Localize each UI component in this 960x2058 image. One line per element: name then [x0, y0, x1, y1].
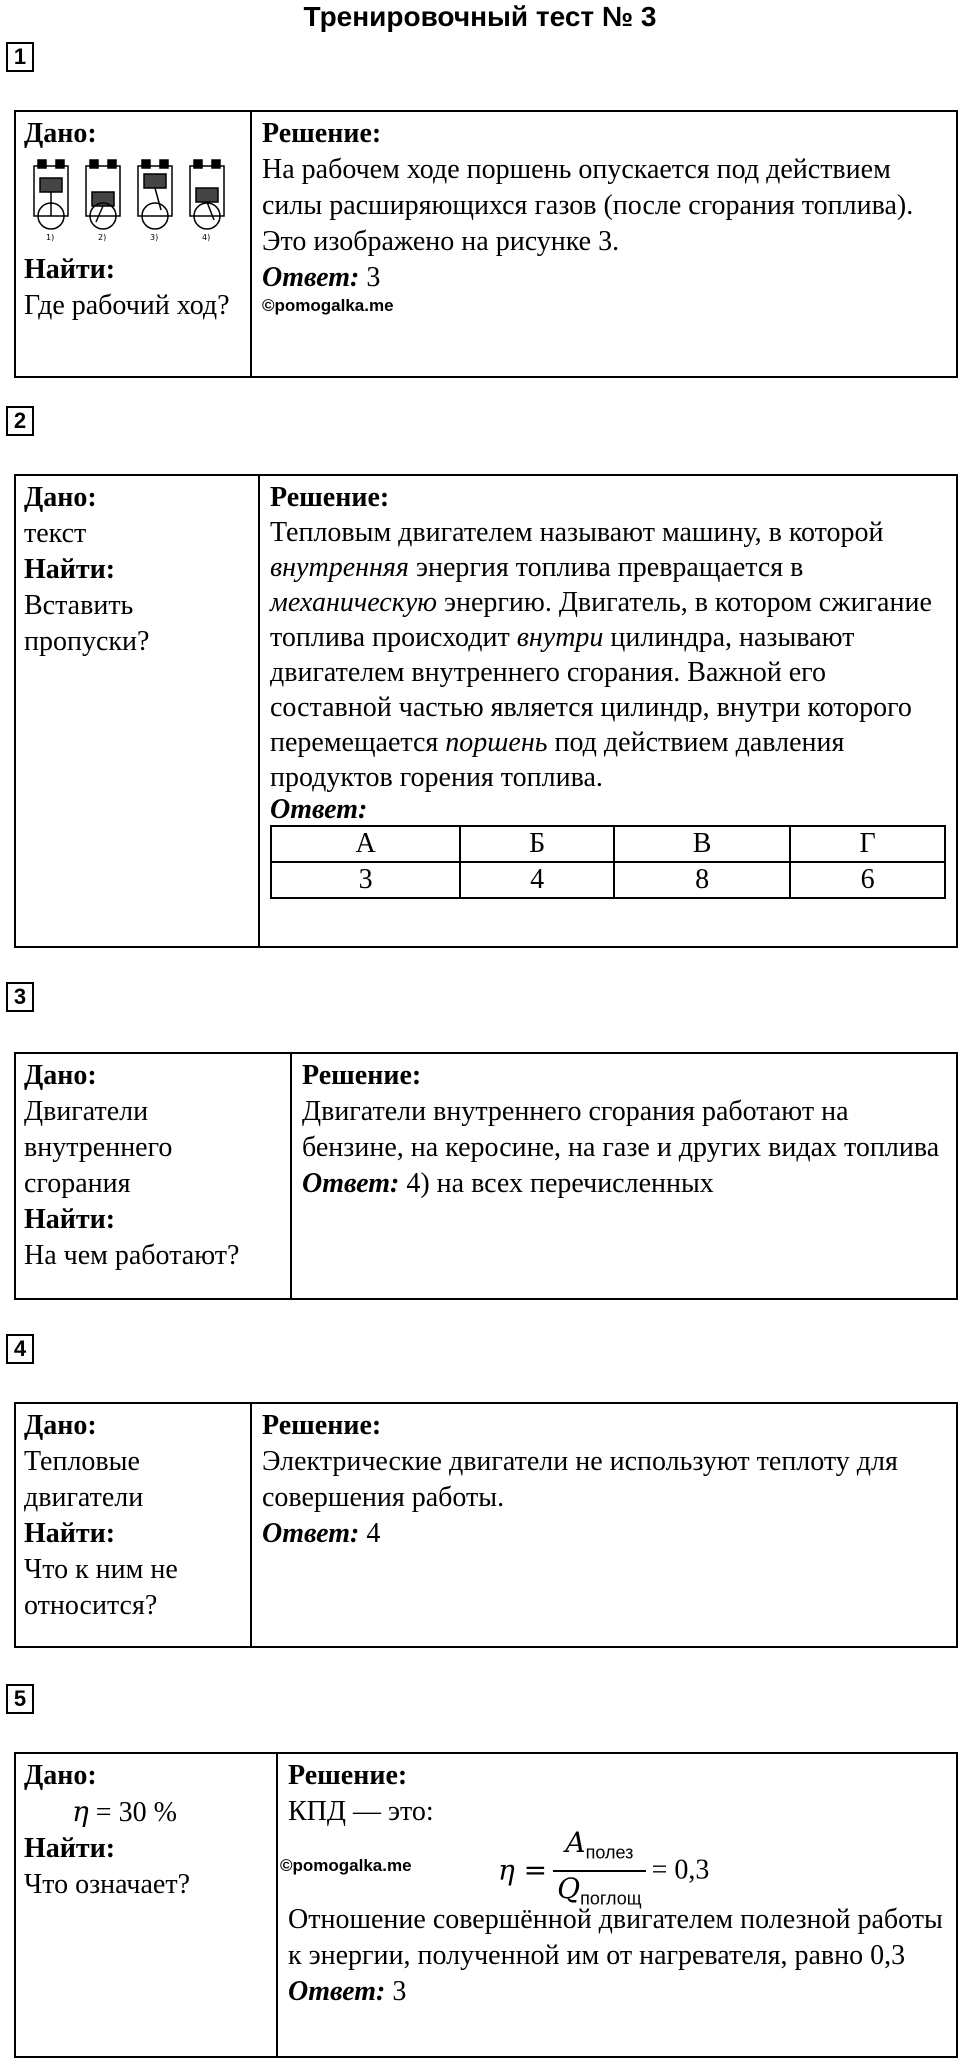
efficiency-formula: η = $\frac{A_{полез}}{Q_{поглощ}}$ = 0,3 [498, 1826, 710, 1909]
given-text: Двигатели внутреннего сгорания [24, 1096, 173, 1199]
page-title: Тренировочный тест № 3 [303, 1, 657, 32]
answer-value: 3 [366, 262, 381, 293]
solution-column [252, 1404, 956, 1646]
find-label: Найти: [24, 554, 116, 585]
formula-row [280, 1826, 946, 1909]
task-3-box [14, 1052, 958, 1300]
watermark: ©pomogalka.me [262, 296, 394, 315]
task-number-badge: 3 [6, 982, 34, 1012]
given-formula: η = 30 % [72, 1795, 177, 1828]
solution-column [252, 112, 956, 376]
solution-label: Решение: [270, 482, 390, 513]
figure-caption: 4) [202, 233, 211, 242]
answer-label: Ответ: [262, 1518, 360, 1549]
solution-label: Решение: [262, 1410, 382, 1441]
given-column [16, 476, 260, 946]
given-label: Дано: [24, 1060, 97, 1091]
given-text: текст [24, 518, 87, 549]
table-cell: 4 [460, 862, 614, 898]
table-header-cell: В [614, 826, 790, 862]
table-cell: 8 [614, 862, 790, 898]
figure-caption: 3) [150, 233, 159, 242]
find-label: Найти: [24, 1518, 116, 1549]
task-1-box [14, 110, 958, 378]
table-header-cell: Б [460, 826, 614, 862]
find-label: Найти: [24, 1833, 116, 1864]
solution-text: Двигатели внутреннего сгорания работают на бензине, на керосине, на газе и других видах топлива [302, 1096, 940, 1163]
answer-label: Ответ: [270, 794, 368, 825]
solution-label: Решение: [302, 1060, 422, 1091]
task-4-box [14, 1402, 958, 1648]
solution-label: Решение: [262, 118, 382, 149]
answer-label: Ответ: [302, 1168, 400, 1199]
solution-column [278, 1754, 956, 2056]
find-text: На чем работают? [24, 1240, 240, 1271]
given-text: Тепловые двигатели [24, 1446, 144, 1513]
figure-caption: 2) [98, 233, 107, 242]
given-column [16, 112, 252, 376]
table-cell: 6 [790, 862, 945, 898]
answer-value: 4 [366, 1518, 381, 1549]
table-cell: 3 [271, 862, 460, 898]
figure-caption: 1) [46, 233, 55, 242]
find-text: Вставить пропуски? [24, 590, 150, 657]
find-text: Что означает? [24, 1869, 191, 1900]
task-number-badge: 5 [6, 1684, 34, 1714]
solution-intro: КПД — это: [288, 1796, 434, 1827]
task-number-badge: 4 [6, 1334, 34, 1364]
given-column [16, 1754, 278, 2056]
find-text: Что к ним не относится? [24, 1554, 178, 1621]
given-label: Дано: [24, 118, 97, 149]
solution-text: На рабочем ходе поршень опускается под действием силы расширяющихся газов (после сгорания топлива). Это изображено на рисунке 3. [262, 154, 914, 257]
solution-text: Отношение совершённой двигателем полезной работы к энергии, полученной им от нагревателя, равно 0,3 [288, 1904, 943, 1971]
task-number-badge: 2 [6, 406, 34, 436]
solution-text: Электрические двигатели не используют теплоту для совершения работы. [262, 1446, 898, 1513]
answer-value: 3 [392, 1976, 407, 2007]
solution-column [260, 476, 956, 946]
table-header-cell: А [271, 826, 460, 862]
find-label: Найти: [24, 1204, 116, 1235]
answer-label: Ответ: [262, 262, 360, 293]
find-label: Найти: [24, 254, 116, 285]
answer-label: Ответ: [288, 1976, 386, 2007]
given-label: Дано: [24, 1410, 97, 1441]
given-column [16, 1054, 292, 1298]
watermark: ©pomogalka.me [280, 1856, 412, 1875]
task-5-box [14, 1752, 958, 2058]
engine-strokes-figure [24, 152, 238, 242]
task-number-badge: 1 [6, 42, 34, 72]
given-label: Дано: [24, 482, 97, 513]
given-column [16, 1404, 252, 1646]
find-text: Где рабочий ход? [24, 290, 230, 321]
solution-text: Тепловым двигателем называют машину, в которой внутренняя энергия топлива превращается в механическую энергию. Двигатель, в котором сжигание топлива происходит внутри цилиндра, называют двигателем внутреннего сгорания. Важной его составной частью является цилиндр, внутри которого перемещается поршень под действием давления продуктов горения топлива. [270, 517, 932, 793]
table-row [271, 862, 945, 898]
solution-label: Решение: [288, 1760, 408, 1791]
table-row [271, 826, 945, 862]
task-2-box [14, 474, 958, 948]
answer-table [270, 825, 946, 899]
table-header-cell: Г [790, 826, 945, 862]
given-label: Дано: [24, 1760, 97, 1791]
solution-column [292, 1054, 956, 1298]
answer-value: 4) на всех перечисленных [406, 1168, 714, 1199]
